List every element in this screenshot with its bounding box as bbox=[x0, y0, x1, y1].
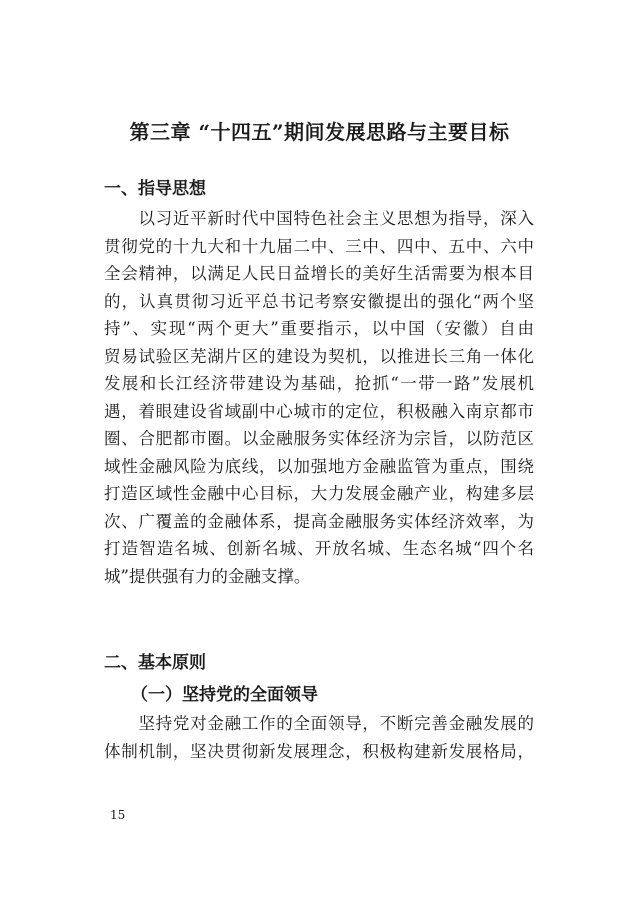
text-line: 以习近平新时代中国特色社会主义思想为指导，深入 bbox=[104, 209, 534, 228]
text-line: 域性金融风险为底线，以加强地方金融监管为重点，围绕 bbox=[104, 456, 534, 476]
text-line: 圈、合肥都市圈。以金融服务实体经济为宗旨，以防范区 bbox=[104, 429, 534, 448]
text-line: 全会精神，以满足人民日益增长的美好生活需要为根本目 bbox=[104, 264, 534, 283]
text-line: 体制机制，坚决贯彻新发展理念，积极构建新发展格局， bbox=[104, 741, 534, 761]
chapter-title: 第三章 “十四五”期间发展思路与主要目标 bbox=[129, 120, 510, 144]
text-line: 持”、实现“两个更大”重要指示，以中国（安徽）自由 bbox=[104, 319, 534, 338]
text-line: 坚持党对金融工作的全面领导，不断完善金融发展的 bbox=[104, 714, 534, 733]
section-heading-guiding-ideology: 一、指导思想 bbox=[104, 179, 206, 199]
text-line: 贯彻党的十九大和十九届二中、三中、四中、五中、六中 bbox=[104, 236, 534, 256]
text-line: 发展和长江经济带建设为基础，抢抓“一带一路”发展机 bbox=[104, 374, 534, 393]
text-line: 打造区域性金融中心目标，大力发展金融产业，构建多层 bbox=[104, 484, 534, 503]
text-line: 城”提供强有力的金融支撑。 bbox=[104, 566, 311, 586]
text-line: 次、广覆盖的金融体系，提高金融服务实体经济效率，为 bbox=[104, 511, 534, 531]
text-line: 的，认真贯彻习近平总书记考察安徽提出的强化“两个坚 bbox=[104, 291, 534, 311]
paragraph-guiding-ideology bbox=[104, 205, 534, 590]
text-line: 遇，着眼建设省域副中心城市的定位，积极融入南京都市 bbox=[104, 401, 534, 421]
paragraph-party-leadership bbox=[104, 710, 534, 765]
text-line: 打造智造名城、创新名城、开放名城、生态名城“四个名 bbox=[104, 539, 534, 558]
text-line: 贸易试验区芜湖片区的建设为契机，以推进长三角一体化 bbox=[104, 346, 534, 366]
section-heading-basic-principles: 二、基本原则 bbox=[104, 653, 206, 673]
page-number: 15 bbox=[110, 808, 126, 822]
subsection-heading-party-leadership: （一）坚持党的全面领导 bbox=[131, 685, 318, 705]
